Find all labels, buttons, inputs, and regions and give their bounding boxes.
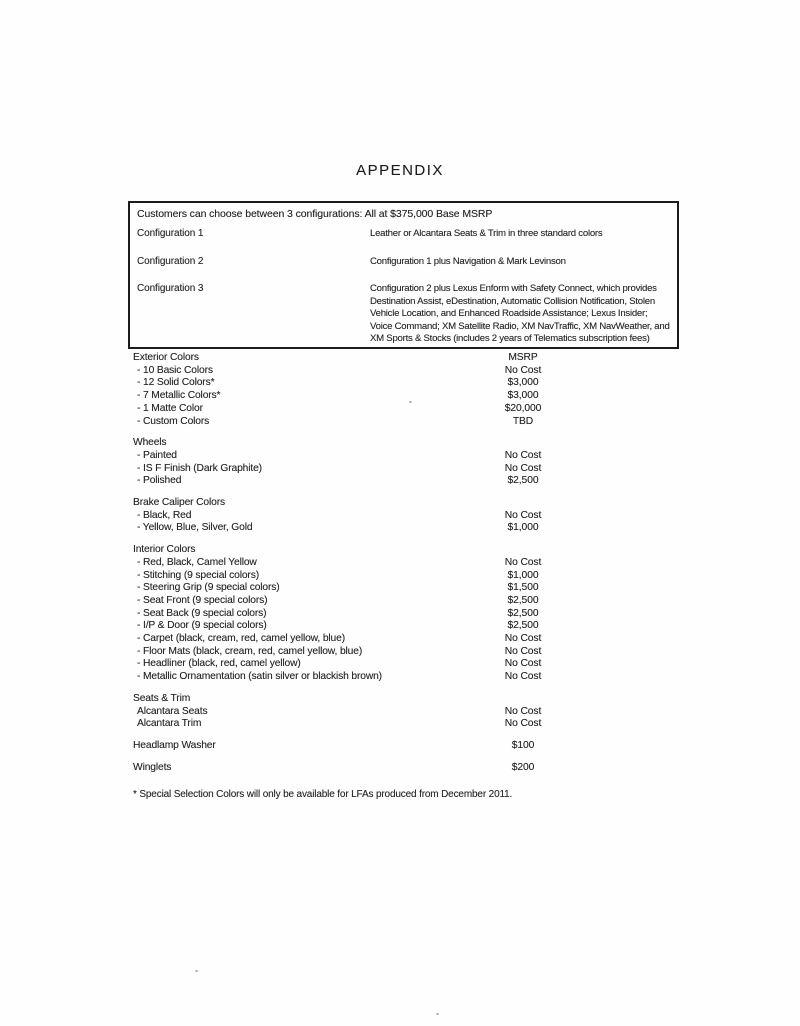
item-label: - Red, Black, Camel Yellow <box>137 556 257 568</box>
price-table <box>133 352 593 774</box>
config-row-1 <box>137 228 670 241</box>
item-label: Alcantara Seats <box>137 705 208 717</box>
section-heading: Brake Caliper Colors <box>133 497 225 509</box>
configurations-box <box>128 201 679 349</box>
item-label: - Polished <box>137 475 182 487</box>
item-label: - Floor Mats (black, cream, red, camel yellow, blue) <box>137 645 363 657</box>
item-label: - Steering Grip (9 special colors) <box>137 582 280 594</box>
section-heading-row <box>133 740 593 753</box>
price-row <box>133 365 593 378</box>
price-row <box>133 390 593 403</box>
section-heading: Exterior Colors <box>133 352 199 363</box>
section-headlamp-washer <box>133 740 593 753</box>
item-price: No Cost <box>504 449 542 461</box>
item-label: - Black, Red <box>137 509 192 521</box>
section-heading-row <box>133 544 593 557</box>
section-heading: Winglets <box>133 761 172 773</box>
item-price: $200 <box>511 761 535 773</box>
item-price: No Cost <box>504 462 542 474</box>
section-heading-row <box>133 437 593 450</box>
section-heading-row <box>133 762 593 775</box>
item-label: - Custom Colors <box>137 415 210 427</box>
section-wheels <box>133 437 593 488</box>
price-row <box>133 557 593 570</box>
section-brake-caliper-colors <box>133 497 593 535</box>
section-seats-trim <box>133 693 593 731</box>
price-row <box>133 450 593 463</box>
price-row <box>133 475 593 488</box>
price-row <box>133 620 593 633</box>
section-heading-row <box>133 693 593 706</box>
item-price: $2,500 <box>507 620 539 632</box>
config-row-3 <box>137 283 670 346</box>
price-row <box>133 377 593 390</box>
item-price: $3,000 <box>507 377 539 389</box>
config-description: Configuration 1 plus Navigation & Mark Levinson <box>370 255 566 267</box>
item-price: $100 <box>511 739 535 751</box>
item-label: - Stitching (9 special colors) <box>137 569 259 581</box>
section-heading-row <box>133 352 593 365</box>
config-label: Configuration 3 <box>137 283 204 294</box>
item-label: - Headliner (black, red, camel yellow) <box>137 658 301 670</box>
footnote: * Special Selection Colors will only be available for LFAs produced from December 2011. <box>133 789 513 800</box>
page-title: APPENDIX <box>356 162 444 179</box>
item-price: TBD <box>512 415 534 427</box>
item-price: $2,500 <box>507 607 539 619</box>
item-label: - IS F Finish (Dark Graphite) <box>137 462 262 474</box>
price-row <box>133 463 593 476</box>
config-label: Configuration 1 <box>137 228 204 239</box>
item-label: - Painted <box>137 449 177 461</box>
price-row <box>133 582 593 595</box>
item-price: No Cost <box>504 658 542 670</box>
price-row <box>133 633 593 646</box>
section-heading: Wheels <box>133 437 167 449</box>
item-price: No Cost <box>504 509 542 521</box>
price-row <box>133 608 593 621</box>
item-price: No Cost <box>504 705 542 717</box>
price-row <box>133 706 593 719</box>
scan-speck <box>195 970 198 972</box>
item-price: $20,000 <box>504 402 542 414</box>
scan-speck <box>436 1013 439 1015</box>
config-description: Leather or Alcantara Seats & Trim in three standard colors <box>370 228 603 239</box>
price-row <box>133 403 593 416</box>
section-winglets <box>133 762 593 775</box>
item-label: - 7 Metallic Colors* <box>137 390 221 402</box>
item-label: - Carpet (black, cream, red, camel yellow, blue) <box>137 633 345 645</box>
item-price: $1,000 <box>507 569 539 581</box>
price-row <box>133 671 593 684</box>
item-label: - Seat Front (9 special colors) <box>137 594 268 606</box>
config-description: Configuration 2 plus Lexus Enform with Safety Connect, which provides Destination Assist, eDestination, Automatic Collision Notification, Stolen Vehicle Location, and Enhanced Roadside Assistance; Lexus Insider; Voice Command; XM Satellite Radio, XM NavTraffic, XM NavWeather, and XM Sports & Stocks (includes 2 years of Telematics subscription fees) <box>370 283 670 344</box>
config-row-2 <box>137 256 670 269</box>
item-price: $2,500 <box>507 475 539 487</box>
scan-speck <box>409 401 412 403</box>
section-heading: Headlamp Washer <box>133 739 216 751</box>
item-label: - 10 Basic Colors <box>137 364 213 376</box>
item-label: Alcantara Trim <box>137 718 202 730</box>
section-heading-row <box>133 497 593 510</box>
price-row <box>133 510 593 523</box>
section-heading: Seats & Trim <box>133 692 191 704</box>
price-row <box>133 570 593 583</box>
item-price: $3,000 <box>507 390 539 402</box>
item-price: No Cost <box>504 718 542 730</box>
item-label: - Yellow, Blue, Silver, Gold <box>137 522 253 534</box>
price-row <box>133 416 593 429</box>
item-label: - I/P & Door (9 special colors) <box>137 620 267 632</box>
item-price: No Cost <box>504 633 542 645</box>
price-row <box>133 522 593 535</box>
item-price: No Cost <box>504 364 542 376</box>
price-row <box>133 646 593 659</box>
section-exterior-colors <box>133 352 593 428</box>
item-price: No Cost <box>504 556 542 568</box>
section-heading: Interior Colors <box>133 544 196 556</box>
item-price: $1,500 <box>507 582 539 594</box>
item-label: - Metallic Ornamentation (satin silver or blackish brown) <box>137 671 382 683</box>
item-label: - Seat Back (9 special colors) <box>137 607 267 619</box>
section-interior-colors <box>133 544 593 684</box>
item-price: $1,000 <box>507 522 539 534</box>
config-box-header: Customers can choose between 3 configurations: All at $375,000 Base MSRP <box>137 208 493 220</box>
item-price: No Cost <box>504 671 542 683</box>
item-label: - 1 Matte Color <box>137 402 203 414</box>
item-price: $2,500 <box>507 594 539 606</box>
price-row <box>133 595 593 608</box>
price-row <box>133 658 593 671</box>
price-row <box>133 718 593 731</box>
item-label: - 12 Solid Colors* <box>137 377 215 389</box>
config-label: Configuration 2 <box>137 255 204 267</box>
item-price: No Cost <box>504 645 542 657</box>
msrp-column-header: MSRP <box>508 352 538 363</box>
